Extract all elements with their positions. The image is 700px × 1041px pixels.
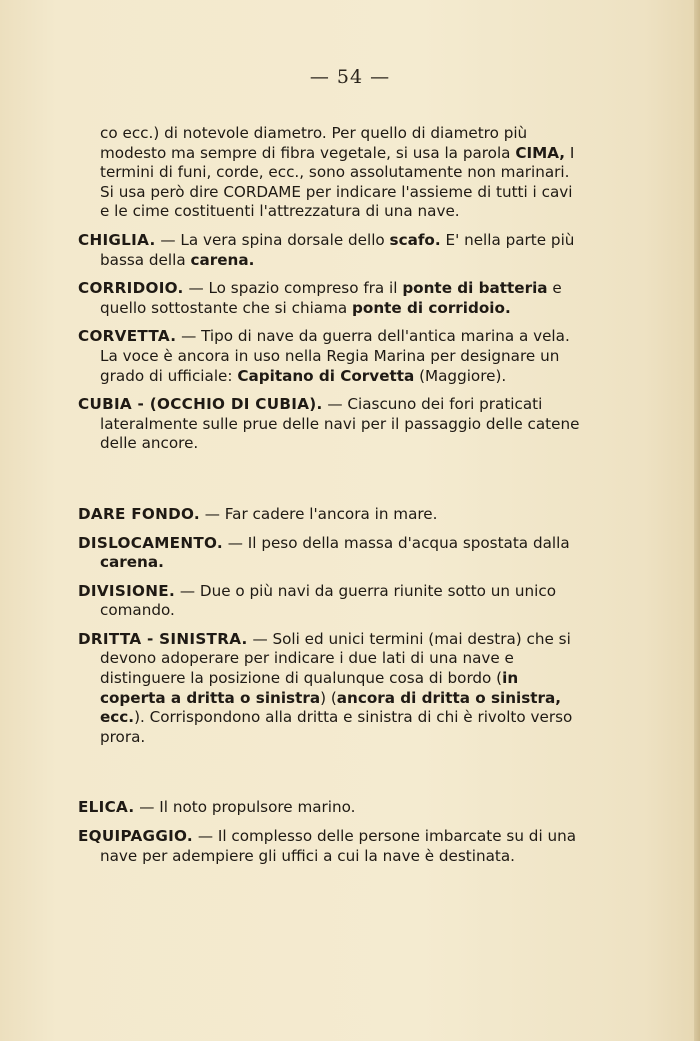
entry-cubia (78, 395, 582, 454)
entry-term: DRITTA - SINISTRA. (78, 629, 248, 648)
entry-bold: carena. (190, 250, 255, 269)
entry-dare-fondo (78, 505, 582, 525)
entry-term: CORRIDOIO. (78, 279, 184, 298)
entry-term: CHIGLIA. (78, 230, 156, 249)
entry-divisione (78, 582, 582, 621)
entry-corvetta (78, 327, 582, 386)
entry-term: CUBIA - (OCCHIO DI CUBIA). (78, 395, 323, 414)
entry-elica (78, 798, 582, 818)
entry-bold: Capitano di Corvetta (237, 366, 415, 385)
entry-bold: ponte di batteria (402, 279, 548, 298)
entry-bold: scafo. (389, 230, 441, 249)
entry-text: — Il peso della massa d'acqua spostata dalla (222, 533, 570, 552)
entry-term: ELICA. (78, 798, 135, 817)
entry-text: — La vera spina dorsale dello (155, 230, 390, 249)
entry-text: — Ciascuno dei fori praticati lateralmente sulle prue delle navi per il passaggio delle catene delle ancore. (100, 395, 580, 453)
entry-term: CORVETTA. (78, 327, 177, 346)
entry-dritta-sinistra (78, 630, 582, 748)
entry-text: — Soli ed unici termini (mai destra) che si devono adoperare per indicare i due lati di una nave e distinguere la posizione di qualunque cosa di bordo ( (100, 629, 571, 688)
entry-text: e quello sottostante che si chiama (100, 279, 562, 317)
entry-text: E' nella parte più bassa della (100, 230, 575, 269)
entry-text: (Maggiore). (414, 366, 507, 385)
page-body (78, 124, 582, 866)
entry-text: — Far cadere l'ancora in mare. (199, 504, 438, 523)
page-edge (694, 0, 700, 1041)
entry-text: — Lo spazio compreso fra il (183, 279, 403, 298)
entry-text: — Due o più navi da guerra riunite sotto un unico comando. (100, 581, 556, 620)
entry-text: ) ( (320, 688, 337, 707)
intro-paragraph-1 (78, 124, 582, 183)
intro-text: I termini di funi, corde, ecc., sono assolutamente non marinari. (100, 143, 575, 182)
section-gap (78, 454, 582, 496)
entry-chiglia (78, 231, 582, 270)
entry-corridoio (78, 279, 582, 318)
entry-term: DIVISIONE. (78, 581, 176, 600)
entry-term: DISLOCAMENTO. (78, 533, 223, 552)
entry-text: — Il noto propulsore marino. (134, 798, 356, 817)
entry-text: ). Corrispondono alla dritta e sinistra di chi è rivolto verso prora. (100, 708, 573, 746)
entry-text: — Il complesso delle persone imbarcate su di una nave per adempiere gli uffici a cui la nave è destinata. (100, 827, 577, 865)
intro-text: co ecc.) di notevole diametro. Per quello di diametro più modesto ma sempre di fibra vegetale, si usa la parola (100, 124, 528, 162)
entry-bold: carena. (100, 553, 164, 572)
entry-term: EQUIPAGGIO. (78, 827, 193, 846)
section-gap (78, 747, 582, 789)
continued-entry (78, 124, 582, 222)
intro-paragraph-2: Si usa però dire CORDAME per indicare l'assieme di tutti i cavi e le cime costituenti l'attrezzatura di una nave. (100, 182, 573, 221)
entry-equipaggio (78, 827, 582, 866)
entry-term: DARE FONDO. (78, 504, 200, 523)
entry-text: — Tipo di nave da guerra dell'antica marina a vela. La voce è ancora in uso nella Regia Marina per designare un grado di ufficiale: (100, 327, 570, 385)
page-number: — 54 — (309, 66, 391, 88)
entry-dislocamento (78, 534, 582, 573)
entry-bold: in coperta a dritta o sinistra (100, 669, 519, 707)
entry-bold: ponte di corridoio. (352, 298, 511, 317)
intro-bold-term: CIMA, (515, 143, 566, 162)
entry-bold: ancora di dritta o sinistra, ecc. (100, 688, 562, 727)
